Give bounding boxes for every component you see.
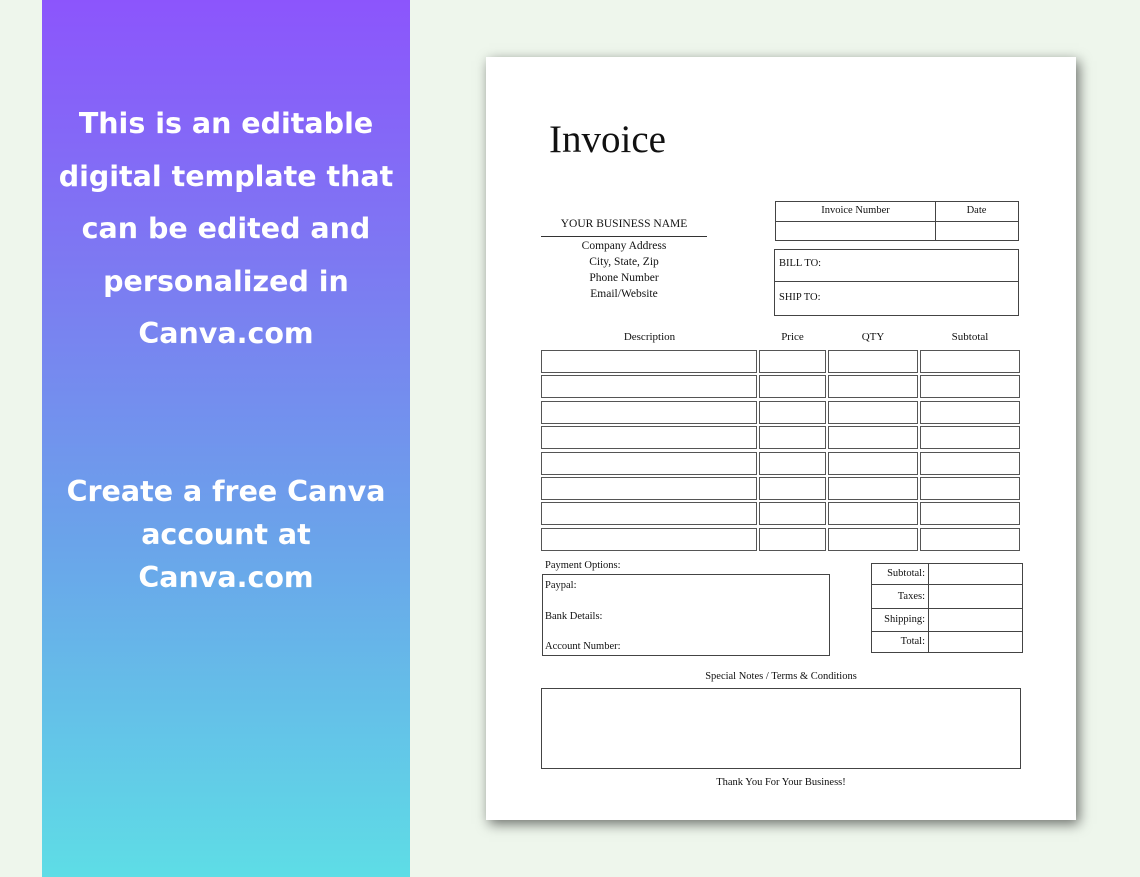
description-cell[interactable]: [541, 502, 757, 525]
price-cell[interactable]: [759, 375, 826, 398]
subtotal-cell[interactable]: [920, 452, 1020, 475]
special-notes-box[interactable]: [541, 688, 1021, 769]
promo-cta-line: account at: [141, 518, 311, 551]
qty-cell[interactable]: [828, 350, 918, 373]
description-cell[interactable]: [541, 401, 757, 424]
qty-cell[interactable]: [828, 426, 918, 449]
qty-cell[interactable]: [828, 375, 918, 398]
promo-cta: [42, 470, 410, 599]
column-header-subtotal: Subtotal: [951, 331, 989, 343]
price-cell[interactable]: [759, 426, 826, 449]
promo-message-line: can be edited and: [81, 212, 371, 245]
description-cell[interactable]: [541, 528, 757, 551]
payment-options-heading: Payment Options:: [545, 560, 621, 571]
bank-details-label: Bank Details:: [545, 611, 603, 622]
totals-divider-h: [872, 631, 1022, 632]
description-cell[interactable]: [541, 375, 757, 398]
email-website: Email/Website: [590, 288, 658, 300]
invoice-sheet: [486, 57, 1076, 820]
qty-cell[interactable]: [828, 528, 918, 551]
promo-message-line: Canva.com: [138, 317, 314, 350]
subtotal-cell[interactable]: [920, 375, 1020, 398]
account-number-label: Account Number:: [545, 641, 621, 652]
promo-cta-line: Create a free Canva: [66, 475, 386, 508]
company-address: Company Address: [581, 240, 667, 252]
subtotal-field[interactable]: [930, 566, 1020, 582]
qty-cell[interactable]: [828, 452, 918, 475]
price-cell[interactable]: [759, 477, 826, 500]
column-header-qty: QTY: [861, 331, 885, 343]
phone-number: Phone Number: [589, 272, 659, 284]
totals-divider-h: [872, 608, 1022, 609]
date-label: Date: [966, 205, 987, 216]
business-name: YOUR BUSINESS NAME: [560, 218, 688, 230]
promo-message: [42, 98, 410, 361]
price-cell[interactable]: [759, 528, 826, 551]
promo-message-line: This is an editable: [78, 107, 374, 140]
city-state-zip: City, State, Zip: [589, 256, 659, 268]
promo-message-line: digital template that: [58, 159, 394, 193]
description-cell[interactable]: [541, 426, 757, 449]
special-notes-label: Special Notes / Terms & Conditions: [705, 671, 857, 682]
qty-cell[interactable]: [828, 502, 918, 525]
description-cell[interactable]: [541, 477, 757, 500]
promo-panel: [42, 0, 410, 877]
price-cell[interactable]: [759, 350, 826, 373]
description-cell[interactable]: [541, 350, 757, 373]
shipping-field[interactable]: [930, 611, 1020, 629]
qty-cell[interactable]: [828, 477, 918, 500]
thank-you-message: Thank You For Your Business!: [716, 777, 846, 788]
promo-message-line: personalized in: [103, 264, 349, 298]
total-field[interactable]: [930, 634, 1020, 650]
price-cell[interactable]: [759, 401, 826, 424]
total-label: Total:: [900, 636, 925, 647]
taxes-label: Taxes:: [897, 591, 925, 602]
subtotal-cell[interactable]: [920, 426, 1020, 449]
taxes-field[interactable]: [930, 587, 1020, 606]
invoice-title: Invoice: [549, 118, 666, 161]
qty-cell[interactable]: [828, 401, 918, 424]
payment-options-box[interactable]: [542, 574, 830, 656]
price-cell[interactable]: [759, 452, 826, 475]
promo-cta-line: Canva.com: [138, 561, 314, 594]
totals-table: [871, 563, 1023, 653]
description-cell[interactable]: [541, 452, 757, 475]
subtotal-cell[interactable]: [920, 350, 1020, 373]
subtotal-cell[interactable]: [920, 477, 1020, 500]
column-header-price: Price: [781, 331, 804, 343]
subtotal-cell[interactable]: [920, 528, 1020, 551]
price-cell[interactable]: [759, 502, 826, 525]
invoice-number-label: Invoice Number: [821, 205, 890, 216]
subtotal-cell[interactable]: [920, 401, 1020, 424]
ship-to-label: SHIP TO:: [779, 292, 821, 303]
totals-divider-h: [872, 584, 1022, 585]
column-header-description: Description: [623, 331, 676, 343]
paypal-label: Paypal:: [545, 580, 577, 591]
subtotal-label: Subtotal:: [887, 568, 925, 579]
bill-to-label: BILL TO:: [779, 258, 822, 269]
subtotal-cell[interactable]: [920, 502, 1020, 525]
shipping-label: Shipping:: [884, 614, 925, 625]
